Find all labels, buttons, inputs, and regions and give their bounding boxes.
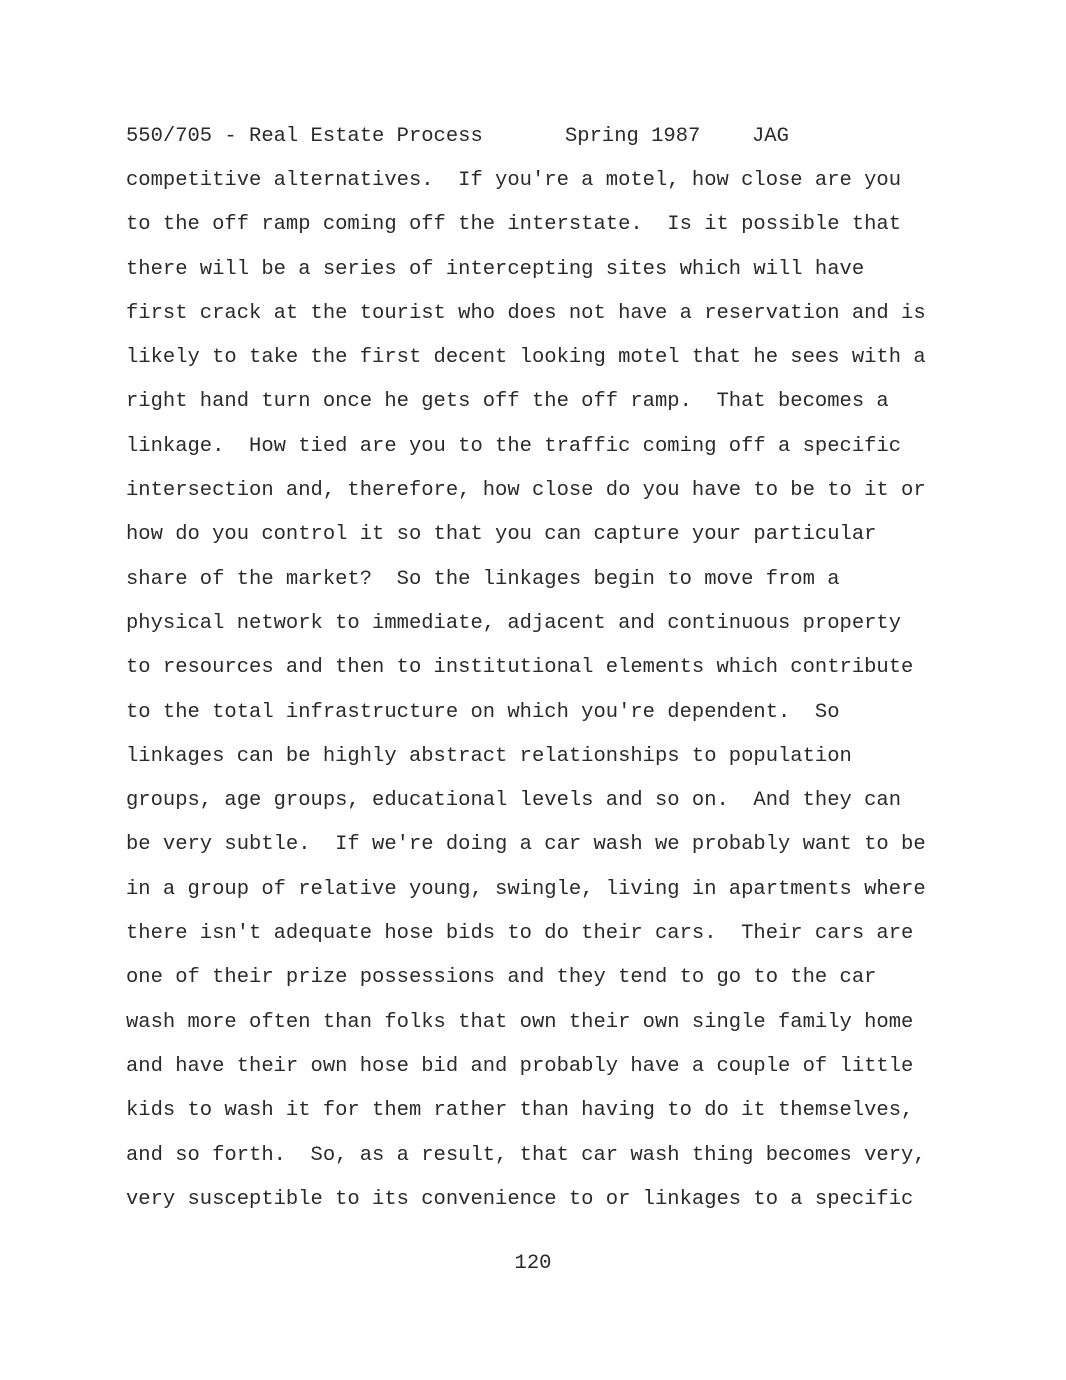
header-course-title: 550/705 - Real Estate Process bbox=[126, 125, 483, 148]
text-line: be very subtle. If we're doing a car wash we probably want to be bbox=[126, 833, 926, 857]
text-line: first crack at the tourist who does not have a reservation and is bbox=[126, 301, 926, 325]
text-line: to resources and then to institutional elements which contribute bbox=[126, 656, 914, 680]
text-line: how do you control it so that you can capture your particular bbox=[126, 523, 877, 547]
text-line: wash more often than folks that own their own single family home bbox=[126, 1010, 914, 1034]
text-line: and so forth. So, as a result, that car wash thing becomes very, bbox=[126, 1143, 926, 1167]
text-line: in a group of relative young, swingle, living in apartments where bbox=[126, 877, 926, 901]
page-number: 120 bbox=[514, 1252, 552, 1275]
text-line: physical network to immediate, adjacent and continuous property bbox=[126, 611, 902, 635]
text-line: to the total infrastructure on which you're dependent. So bbox=[126, 700, 840, 724]
text-line: right hand turn once he gets off the off ramp. That becomes a bbox=[126, 390, 889, 414]
page-header bbox=[126, 124, 946, 150]
text-line: and have their own hose bid and probably have a couple of little bbox=[126, 1054, 914, 1078]
text-line: intersection and, therefore, how close do you have to be to it or bbox=[126, 479, 926, 503]
body-text bbox=[126, 168, 956, 1231]
text-line: very susceptible to its convenience to or linkages to a specific bbox=[126, 1187, 914, 1211]
text-line: linkages can be highly abstract relationships to population bbox=[126, 744, 852, 768]
text-line: kids to wash it for them rather than having to do it themselves, bbox=[126, 1099, 914, 1123]
text-line: one of their prize possessions and they tend to go to the car bbox=[126, 966, 877, 990]
text-line: share of the market? So the linkages begin to move from a bbox=[126, 567, 840, 591]
header-term: Spring 1987 bbox=[565, 125, 701, 148]
text-line: likely to take the first decent looking motel that he sees with a bbox=[126, 346, 926, 370]
header-initials: JAG bbox=[752, 125, 789, 148]
text-line: linkage. How tied are you to the traffic coming off a specific bbox=[126, 434, 902, 458]
text-line: there will be a series of intercepting sites which will have bbox=[126, 257, 865, 281]
text-line: competitive alternatives. If you're a motel, how close are you bbox=[126, 169, 902, 192]
text-line: groups, age groups, educational levels and so on. And they can bbox=[126, 789, 902, 813]
text-line: there isn't adequate hose bids to do their cars. Their cars are bbox=[126, 922, 914, 946]
text-line: to the off ramp coming off the interstate. Is it possible that bbox=[126, 213, 902, 237]
